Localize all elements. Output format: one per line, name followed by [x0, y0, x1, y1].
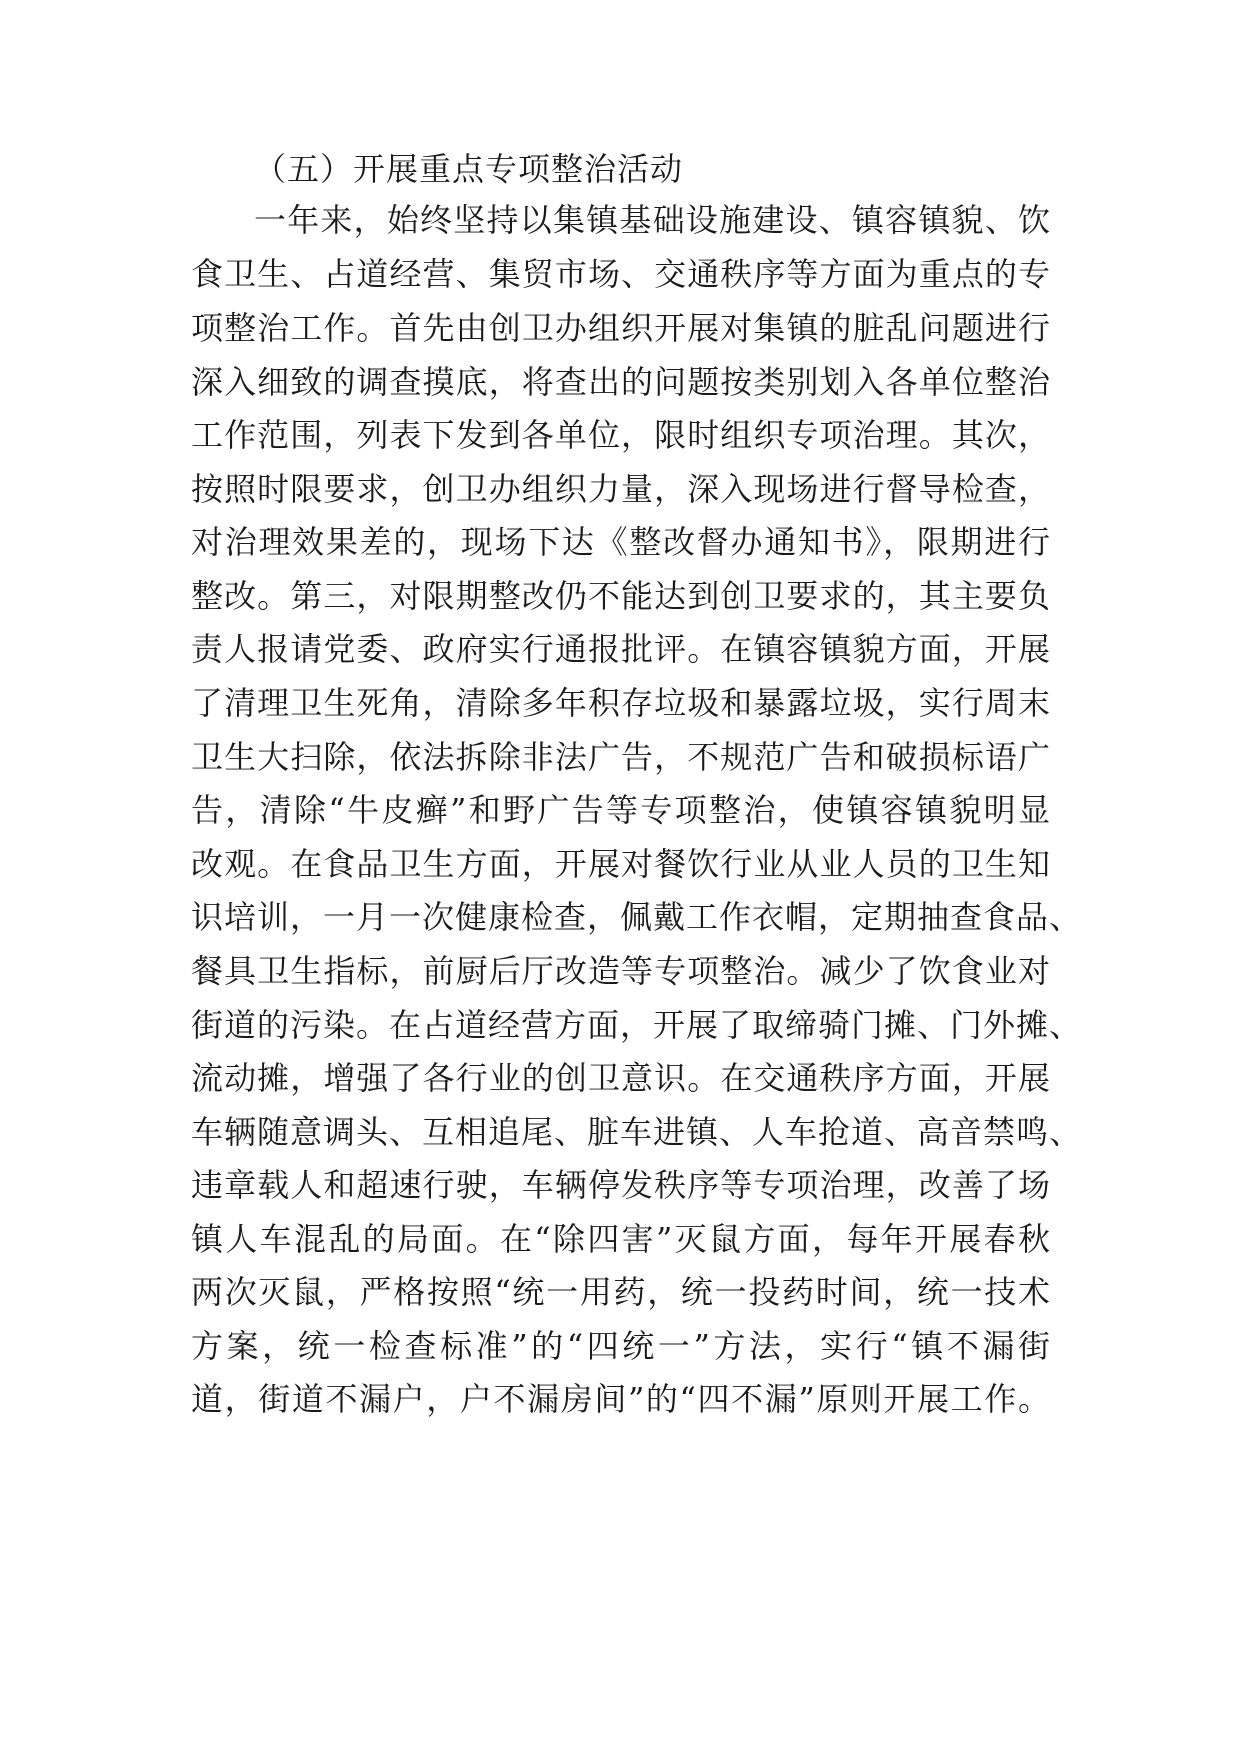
paragraph-line: 流动摊，增强了各行业的创卫意识。在交通秩序方面，开展	[191, 1059, 1051, 1097]
paragraph-line: 改观。在食品卫生方面，开展对餐饮行业从业人员的卫生知	[191, 845, 1051, 883]
paragraph-line: 餐具卫生指标，前厨后厅改造等专项整治。减少了饮食业对	[191, 952, 1051, 990]
paragraph-line: 食卫生、占道经营、集贸市场、交通秩序等方面为重点的专	[191, 255, 1051, 293]
paragraph-line: 方案，统一检查标准”的“四统一”方法，实行“镇不漏街	[191, 1327, 1051, 1365]
paragraph-line: 整改。第三，对限期整改仍不能达到创卫要求的，其主要负	[191, 577, 1051, 615]
section-heading: （五）开展重点专项整治活动	[254, 150, 684, 188]
paragraph-line: 责人报请党委、政府实行通报批评。在镇容镇貌方面，开展	[191, 630, 1051, 668]
paragraph-line: 按照时限要求，创卫办组织力量，深入现场进行督导检查，	[191, 470, 1051, 508]
paragraph-line: 镇人车混乱的局面。在“除四害”灭鼠方面，每年开展春秋	[191, 1220, 1051, 1258]
paragraph-line: 告，清除“牛皮癣”和野广告等专项整治，使镇容镇貌明显	[191, 791, 1051, 829]
paragraph-line: 对治理效果差的，现场下达《整改督办通知书》，限期进行	[191, 523, 1051, 561]
paragraph-line: 工作范围，列表下发到各单位，限时组织专项治理。其次，	[191, 416, 1051, 454]
paragraph-line: 项整治工作。首先由创卫办组织开展对集镇的脏乱问题进行	[191, 309, 1051, 347]
paragraph-line: 深入细致的调查摸底，将查出的问题按类别划入各单位整治	[191, 363, 1051, 401]
paragraph-line: 街道的污染。在占道经营方面，开展了取缔骑门摊、门外摊、	[191, 1006, 1083, 1044]
paragraph-line: 卫生大扫除，依法拆除非法广告，不规范广告和破损标语广	[191, 738, 1051, 776]
paragraph-line: 识培训，一月一次健康检查，佩戴工作衣帽，定期抽查食品、	[191, 898, 1083, 936]
paragraph-line: 道，街道不漏户，户不漏房间”的“四不漏”原则开展工作。	[191, 1380, 1051, 1418]
paragraph-line: 违章载人和超速行驶，车辆停发秩序等专项治理，改善了场	[191, 1166, 1051, 1204]
paragraph-line: 两次灭鼠，严格按照“统一用药，统一投药时间，统一技术	[191, 1273, 1051, 1311]
paragraph-line: 车辆随意调头、互相追尾、脏车进镇、人车抢道、高音禁鸣、	[191, 1113, 1083, 1151]
paragraph-line: 一年来，始终坚持以集镇基础设施建设、镇容镇貌、饮	[254, 201, 1051, 239]
paragraph-line: 了清理卫生死角，清除多年积存垃圾和暴露垃圾，实行周末	[191, 684, 1051, 722]
